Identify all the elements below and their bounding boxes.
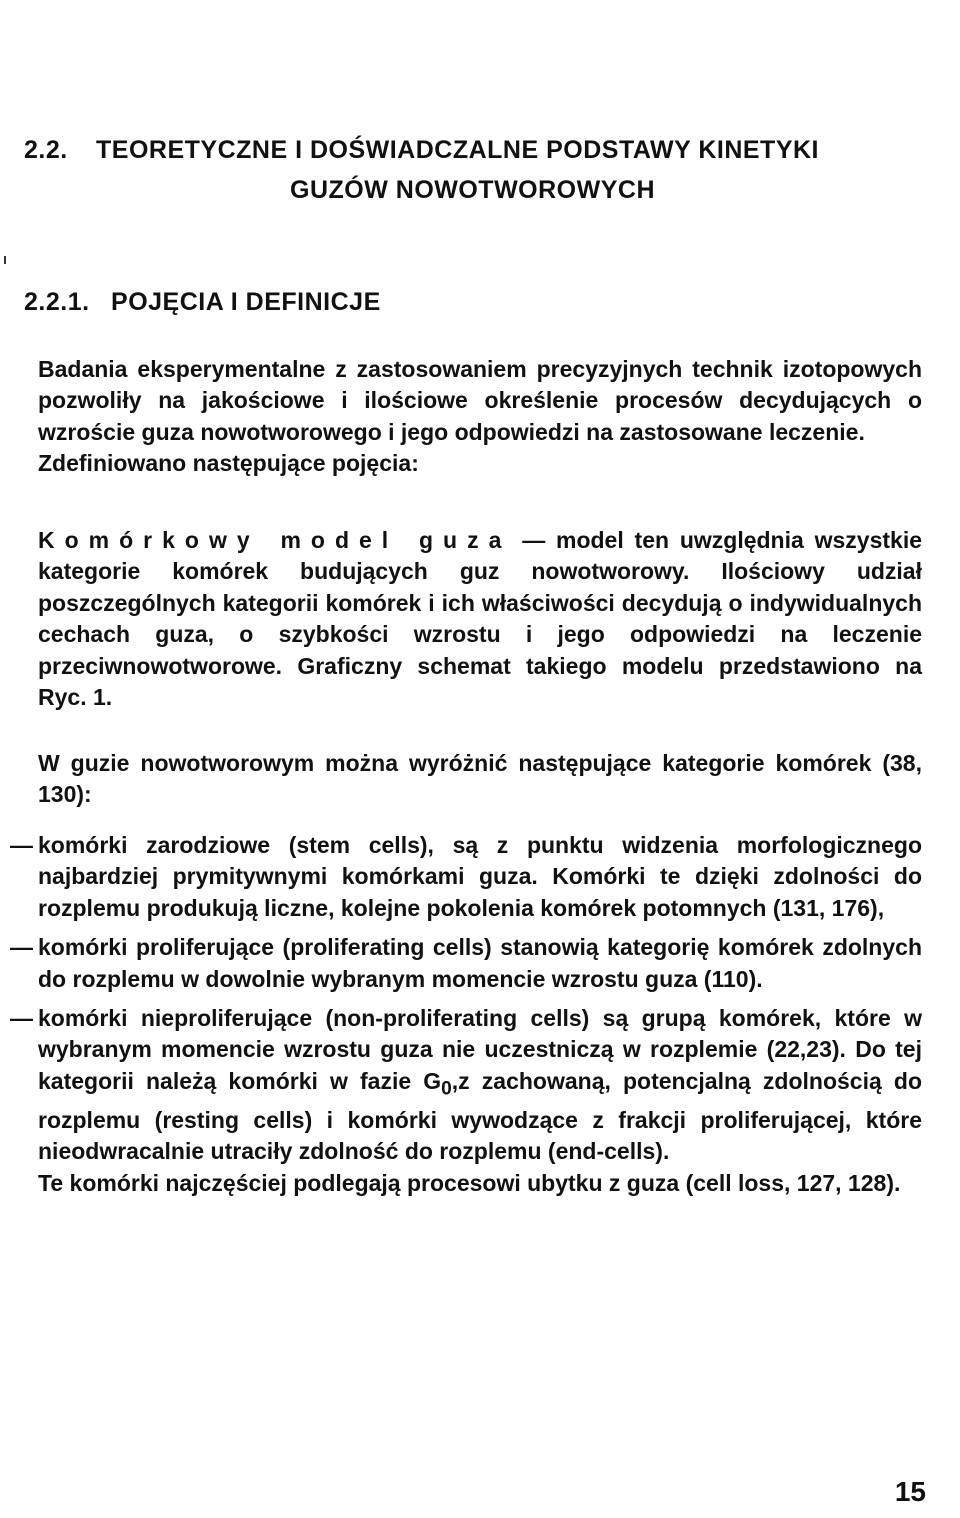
subsection-title: POJĘCIA I DEFINICJE [111, 288, 381, 316]
definition-text: — model ten uwzględnia wszystkie kategorie komórek budujących guz nowotworowy. Ilościowy udział poszczególnych kategorii komórek i ich właściwości decydują o indywidualnych cechach guza, o szybkości wzrostu i jego odpowiedzi na leczenie przeciwnowotworowe. Graficzny schemat takiego modelu przedstawiono na Ryc. 1. [38, 527, 922, 711]
subsection-heading [24, 282, 381, 322]
list-item [10, 932, 922, 995]
category-list [10, 830, 922, 1199]
g0-subscript: 0 [441, 1078, 452, 1100]
scan-speck [4, 256, 6, 264]
categories-intro: W guzie nowotworowym można wyróżnić następujące kategorie komórek (38, 130): [38, 750, 922, 808]
subsection-number: 2.2.1. [24, 288, 90, 316]
list-item-text [38, 1003, 922, 1199]
paragraph-intro [38, 354, 922, 480]
bullet-dash: — [10, 832, 33, 858]
list-item [10, 830, 922, 924]
section-title [96, 130, 936, 210]
page-number: 15 [894, 1476, 926, 1507]
section-number: 2.2. [24, 136, 68, 164]
paragraph-intro-text: Badania eksperymentalne z zastosowaniem precyzyjnych technik izotopowych pozwoliły na jakościowe i ilościowe określenie procesów decydujących o wzroście guza nowotworowego i jego odpowiedzi na zastosowane leczenie. [38, 356, 922, 445]
bullet-dash: — [10, 1005, 33, 1032]
section-title-line1: TEORETYCZNE I DOŚWIADCZALNE PODSTAWY KINETYKI [96, 136, 819, 164]
list-item-text-part-c: Te komórki najczęściej podlegają procesowi ubytku z guza (cell loss, 127, 128). [38, 1169, 901, 1196]
section-title-line2: GUZÓW NOWOTWOROWYCH [290, 176, 655, 204]
paragraph-intro-last: Zdefiniowano następujące pojęcia: [38, 450, 419, 477]
list-item-text-part-b: ,z zachowaną, potencjalną zdolnością do rozplemu (resting cells) i komórki wywodzące z frakcji proliferującej, które nieodwracalnie utraciły zdolność do rozplemu (end-cells). [38, 1067, 922, 1165]
list-item-text-part-a: komórki nieproliferujące (non-proliferating cells) są grupą komórek, które w wybranym momencie wzrostu guza nie uczestniczą w rozplemie (22,23). Do tej kategorii należą komórki w fazie G [38, 1005, 922, 1094]
list-item [10, 1003, 922, 1199]
list-item-text: komórki proliferujące (proliferating cells) stanowią kategorię komórek zdolnych do rozplemu w dowolnie wybranym momencie wzrostu guza (110). [38, 934, 922, 992]
definition-term: Komórkowy model guza [38, 527, 512, 553]
definition-paragraph [38, 525, 922, 713]
bullet-dash: — [10, 934, 33, 961]
list-item-text: komórki zarodziowe (stem cells), są z punktu widzenia morfologicznego najbardziej prymitywnymi komórkami guza. Komórki te dzięki zdolności do rozplemu produkują liczne, kolejne pokolenia komórek potomnych (131, 176), [38, 832, 922, 921]
